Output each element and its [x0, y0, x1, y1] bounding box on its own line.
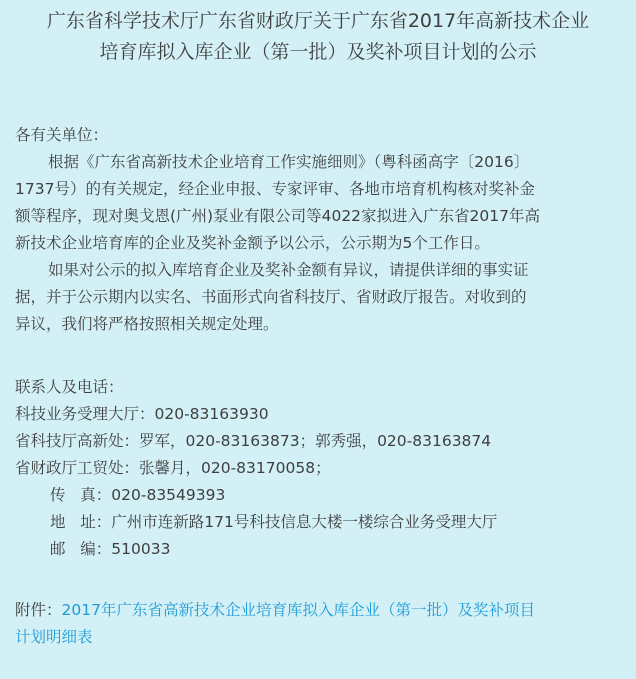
salutation: 各有关单位： [15, 126, 109, 144]
paragraph-1-line-3: 额等程序，现对奥戈恩(广州)泵业有限公司等4022家拟进入广东省2017年高 [15, 207, 540, 225]
contact-postcode: 邮 编：510033 [50, 540, 171, 558]
notice-body [15, 122, 625, 338]
attachment-link-continued[interactable]: 计划明细表 [15, 628, 93, 646]
paragraph-1-line-2: 1737号）的有关规定，经企业申报、专家评审、各地市培育机构核对奖补金 [15, 180, 535, 198]
notice-title [0, 6, 636, 68]
attachment-section [15, 597, 625, 651]
title-line-2: 培育库拟入库企业（第一批）及奖补项目计划的公示 [99, 41, 537, 63]
paragraph-1-line-1: 根据《广东省高新技术企业培育工作实施细则》（粤科函高字〔2016〕 [48, 153, 530, 171]
paragraph-2-line-1: 如果对公示的拟入库培育企业及奖补金额有异议，请提供详细的事实证 [48, 261, 529, 279]
contact-line-3: 省财政厅工贸处：张馨月，020-83170058； [15, 459, 331, 477]
paragraph-2-line-3: 异议，我们将严格按照相关规定处理。 [15, 315, 279, 333]
contact-address: 地 址：广州市连新路171号科技信息大楼一楼综合业务受理大厅 [50, 513, 498, 531]
contact-line-2: 省科技厅高新处：罗军，020-83163873；郭秀强，020-83163874 [15, 432, 492, 450]
contact-heading: 联系人及电话： [15, 378, 124, 396]
attachment-link[interactable]: 2017年广东省高新技术企业培育库拟入库企业（第一批）及奖补项目 [61, 601, 535, 619]
attachment-label: 附件： [15, 601, 62, 619]
paragraph-1-line-4: 新技术企业培育库的企业及奖补金额予以公示，公示期为5个工作日。 [15, 234, 490, 252]
contact-line-1: 科技业务受理大厅：020-83163930 [15, 405, 269, 423]
contact-fax: 传 真：020-83549393 [50, 486, 226, 504]
contact-section [15, 374, 625, 563]
title-line-1: 广东省科学技术厅广东省财政厅关于广东省2017年高新技术企业 [46, 10, 590, 32]
paragraph-2-line-2: 据，并于公示期内以实名、书面形式向省科技厅、省财政厅报告。对收到的 [15, 288, 527, 306]
